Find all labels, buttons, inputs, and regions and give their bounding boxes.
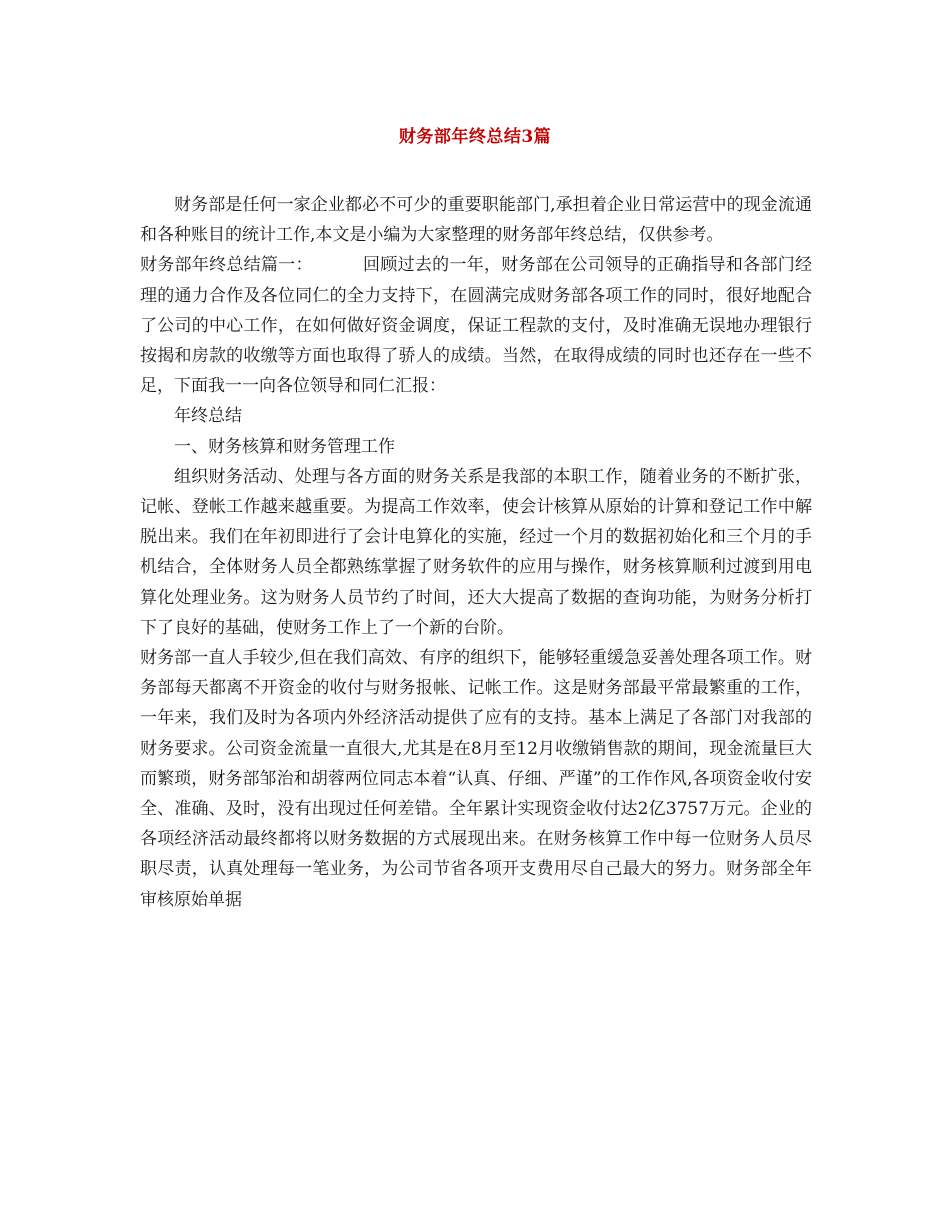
- subsection-heading: 一、财务核算和财务管理工作: [174, 436, 395, 457]
- intro-paragraph: 财务部是任何一家企业都必不可少的重要职能部门,承担着企业日常运营中的现金流通和各种账目的统计工作,本文是小编为大家整理的财务部年终总结，仅供参考。: [140, 195, 812, 246]
- section-one-paragraph: [140, 250, 812, 401]
- section-one-text: 回顾过去的一年，财务部在公司领导的正确指导和各部门经理的通力合作及各位同仁的全力支持下，在圆满完成财务部各项工作的同时，很好地配合了公司的中心工作，在如何做好资金调度，保证工程款的支付，及时准确无误地办理银行按揭和房款的收缴等方面也取得了骄人的成绩。当然，在取得成绩的同时也还存在一些不足，下面我一一向各位领导和同仁汇报：: [140, 255, 813, 397]
- accounting-paragraph: 组织财务活动、处理与各方面的财务关系是我部的本职工作，随着业务的不断扩张，记帐、登帐工作越来越重要。为提高工作效率，使会计核算从原始的计算和登记工作中解脱出来。我们在年初即进行了会计电算化的实施，经过一个月的数据初始化和三个月的手机结合，全体财务人员全都熟练掌握了财务软件的应用与操作，财务核算顺利过渡到用电算化处理业务。这为财务人员节约了时间，还大大提高了数据的查询功能，为财务分析打下了良好的基础，使财务工作上了一个新的台阶。: [140, 466, 812, 638]
- summary-heading: 年终总结: [174, 406, 242, 427]
- staffing-paragraph: 财务部一直人手较少,但在我们高效、有序的组织下，能够轻重缓急妥善处理各项工作。财务部每天都离不开资金的收付与财务报帐、记帐工作。这是财务部最平常最繁重的工作，一年来，我们及时为各项内外经济活动提供了应有的支持。基本上满足了各部门对我部的财务要求。公司资金流量一直很大,尤其是在8月至12月收缴销售款的期间，现金流量巨大而繁琐，财务部邹治和胡蓉两位同志本着“认真、仔细、严谨”的工作作风,各项资金收付安全、准确、及时，没有出现过任何差错。全年累计实现资金收付达2亿3757万元。企业的各项经济活动最终都将以财务数据的方式展现出来。在财务核算工作中每一位财务人员尽职尽责，认真处理每一笔业务，为公司节省各项开支费用尽自己最大的努力。财务部全年审核原始单据: [140, 648, 812, 910]
- document-title: 财务部年终总结3篇: [398, 127, 552, 147]
- document-body: [140, 190, 812, 915]
- section-one-label: 财务部年终总结篇一：: [140, 255, 313, 276]
